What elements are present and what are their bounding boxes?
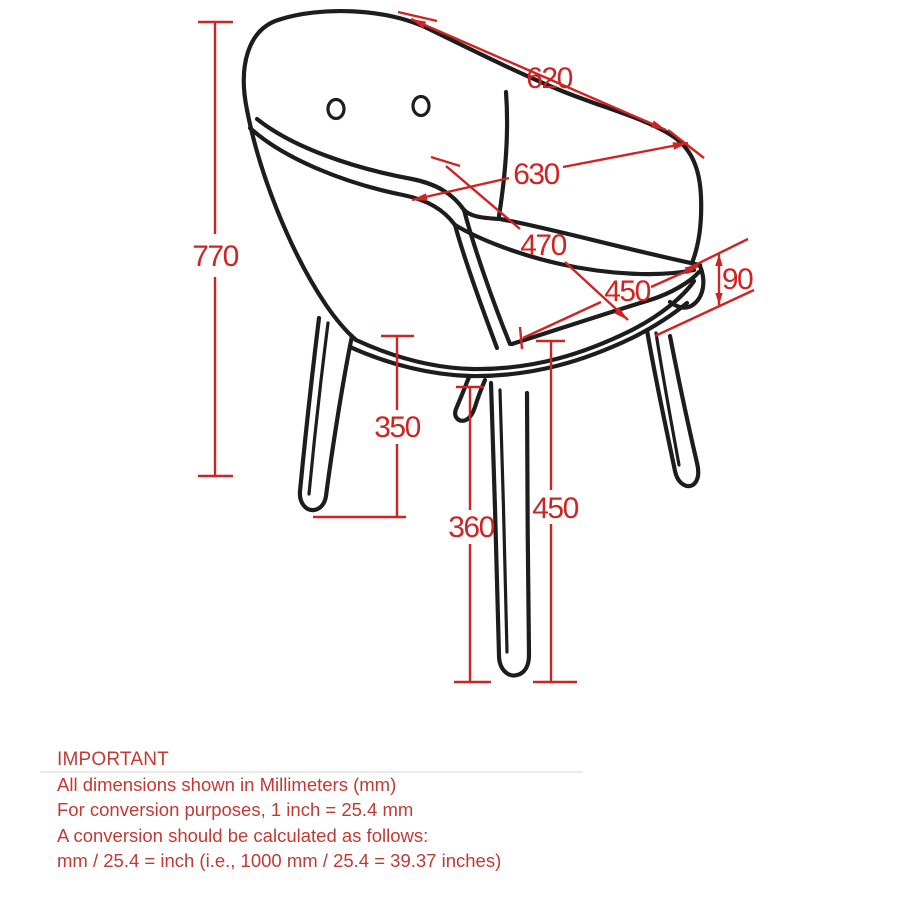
note-line-2: For conversion purposes, 1 inch = 25.4 mm — [57, 799, 414, 821]
notes-heading: IMPORTANT — [57, 749, 169, 770]
dimension-450-seat-width — [520, 265, 700, 349]
dim-label-470: 470 — [520, 229, 566, 262]
dim-label-90: 90 — [721, 263, 753, 296]
dim-630-line-right — [563, 143, 688, 167]
dim-label-360: 360 — [448, 511, 494, 544]
dimension-360-underseat-height — [448, 387, 494, 682]
notes-block — [57, 748, 501, 874]
seatback-rim-outer — [464, 210, 700, 265]
dim-90-bottom-extension — [655, 290, 754, 336]
note-line-3: A conversion should be calculated as follows: — [57, 824, 429, 846]
dimension-770-overall-height — [192, 22, 238, 476]
note-line-4: mm / 25.4 = inch (i.e., 1000 mm / 25.4 = 39.37 inches) — [57, 850, 502, 872]
dimension-620-back-width — [398, 12, 666, 130]
dimension-450-seat-height — [532, 341, 578, 682]
armrest-rim-lower — [250, 128, 455, 225]
front-right-leg-inner-line — [500, 390, 507, 652]
chair-back-seam — [499, 92, 507, 216]
dim-470-top-tick — [431, 157, 460, 166]
dim-label-620: 620 — [526, 62, 572, 95]
chair-drawing — [244, 11, 704, 675]
dim-label-630: 630 — [513, 158, 559, 191]
dim-label-450-seat: 450 — [604, 275, 650, 308]
tuft-button-right — [413, 97, 429, 116]
dim-label-770: 770 — [192, 240, 238, 273]
front-left-leg-inner-line — [309, 323, 328, 494]
dimension-350-left-leg-height — [313, 336, 421, 517]
chair-back-outline — [244, 11, 701, 263]
dim-label-450-leg: 450 — [532, 492, 578, 525]
dim-620-arrow-right — [651, 121, 666, 131]
note-line-1: All dimensions shown in Millimeters (mm) — [57, 774, 397, 795]
dim-450-seat-left-tick — [520, 327, 522, 349]
tuft-button-left — [328, 100, 344, 119]
seatback-rim-inner — [455, 225, 694, 274]
dim-label-350: 350 — [374, 411, 420, 444]
rear-right-leg — [647, 330, 698, 486]
front-right-leg — [491, 383, 529, 675]
